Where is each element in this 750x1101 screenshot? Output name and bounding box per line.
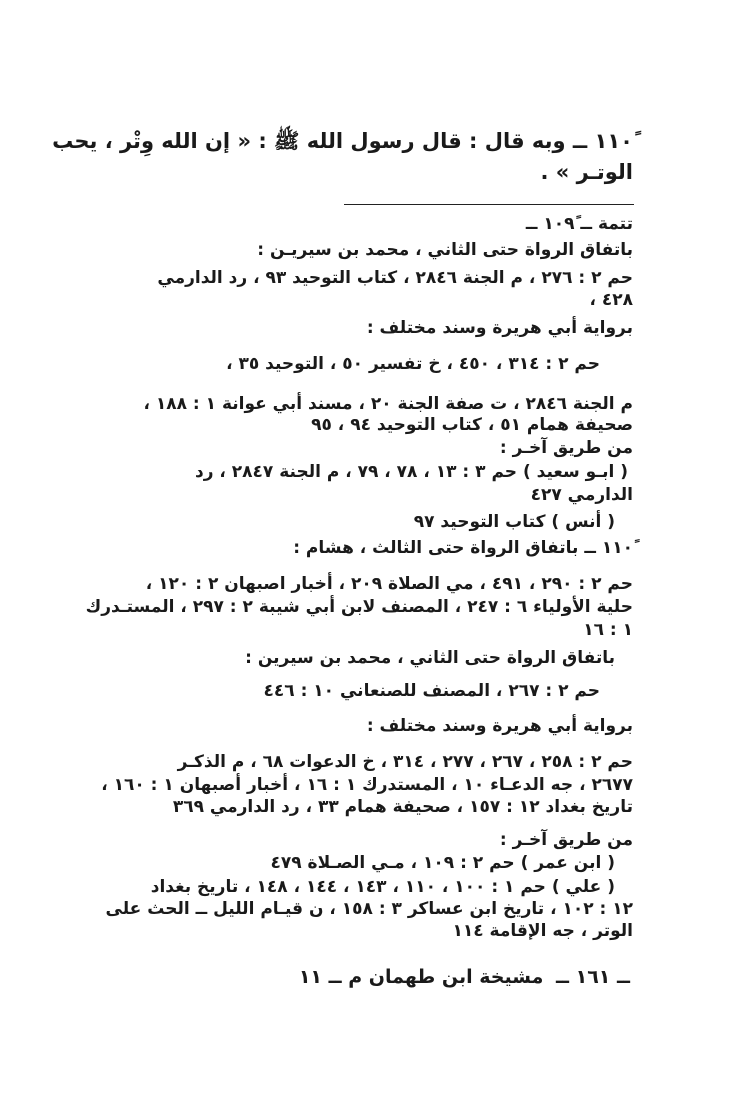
- footnote-separator: [344, 204, 634, 205]
- note-line: ( علي ) حم ١ : ١٠٠ ، ١١٠ ، ١٤٣ ، ١٤٤ ، ١٤٨ ، تاريخ بغداد: [150, 877, 615, 897]
- note-line: حم ٢ : ٢٦٧ ، المصنف للصنعاني ١٠ : ٤٤٦: [263, 681, 600, 701]
- note-line: ( أنس ) كتاب التوحيد ٩٧: [413, 512, 615, 532]
- note-line: برواية أبي هريرة وسند مختلف :: [366, 716, 633, 736]
- book-title: مشيخة ابن طهمان م ــ ١١: [298, 966, 544, 988]
- note-line: باتفاق الرواة حتى الثاني ، محمد بن سيريـن :: [257, 240, 633, 260]
- note-line: صحيفة همام ٥١ ، كتاب التوحيد ٩٤ ، ٩٥: [311, 415, 633, 435]
- note-line: برواية أبي هريرة وسند مختلف :: [366, 318, 633, 338]
- note-line: ٢٦٧٧ ، جه الدعـاء ١٠ ، المستدرك ١ : ١٦ ، أخبار أصبهان ١ : ١٦٠ ،: [101, 775, 633, 795]
- note-line: تاريخ بغداد ١٢ : ١٥٧ ، صحيفة همام ٣٣ ، رد الدارمي ٣٦٩: [172, 797, 633, 817]
- note-line: باتفاق الرواة حتى الثاني ، محمد بن سيرين :: [245, 648, 615, 668]
- note-heading: تتمة ــ ١٠٩ً ــ: [525, 214, 633, 234]
- note-line: ( ابن عمر ) حم ٢ : ١٠٩ ، مـي الصـلاة ٤٧٩: [270, 853, 615, 873]
- hadith-line: ١١٠ً ــ وبه قال : قال رسول الله ﷺ : « إن الله وِتْر ، يحب: [52, 129, 633, 153]
- note-line: حلية الأولياء ٦ : ٢٤٧ ، المصنف لابن أبي شيبة ٢ : ٢٩٧ ، المستـدرك: [85, 597, 633, 617]
- note-line: م الجنة ٢٨٤٦ ، ت صفة الجنة ٢٠ ، مسند أبي عوانة ١ : ١٨٨ ،: [143, 394, 633, 414]
- note-line: من طريق آخـر :: [499, 830, 633, 850]
- note-line: ( ابـو سعيد ) حم ٣ : ١٣ ، ٧٨ ، ٧٩ ، م الجنة ٢٨٤٧ ، رد: [194, 462, 628, 482]
- note-line: الوتر ، جه الإقامة ١١٤: [452, 921, 633, 941]
- note-line: حم ٢ : ٢٥٨ ، ٢٦٧ ، ٢٧٧ ، ٣١٤ ، خ الدعوات ٦٨ ، م الذكـر: [177, 752, 633, 772]
- note-line: ١٢ : ١٠٢ ، تاريخ ابن عساكر ٣ : ١٥٨ ، ن قيـام الليل ــ الحث على: [105, 899, 633, 919]
- note-line: حم ٢ : ٢٧٦ ، م الجنة ٢٨٤٦ ، كتاب التوحيد ٩٣ ، رد الدارمي: [157, 268, 633, 288]
- note-line: ١ : ١٦: [583, 620, 633, 640]
- hadith-line: الوتـر » .: [540, 160, 633, 184]
- note-line: حم ٢ : ٢٩٠ ، ٤٩١ ، مي الصلاة ٢٠٩ ، أخبار اصبهان ٢ : ١٢٠ ،: [145, 574, 633, 594]
- page-number: ــ ١٦١ ــ: [555, 966, 630, 988]
- note-line: الدارمي ٤٢٧: [530, 485, 633, 505]
- page-footer: [293, 966, 630, 988]
- note-line: حم ٢ : ٣١٤ ، ٤٥٠ ، خ تفسير ٥٠ ، التوحيد ٣٥ ،: [226, 354, 600, 374]
- note-line: ٤٢٨ ،: [589, 290, 633, 310]
- note-line: من طريق آخـر :: [499, 438, 633, 458]
- note-heading: ١١٠ً ــ باتفاق الرواة حتى الثالث ، هشام :: [293, 538, 633, 558]
